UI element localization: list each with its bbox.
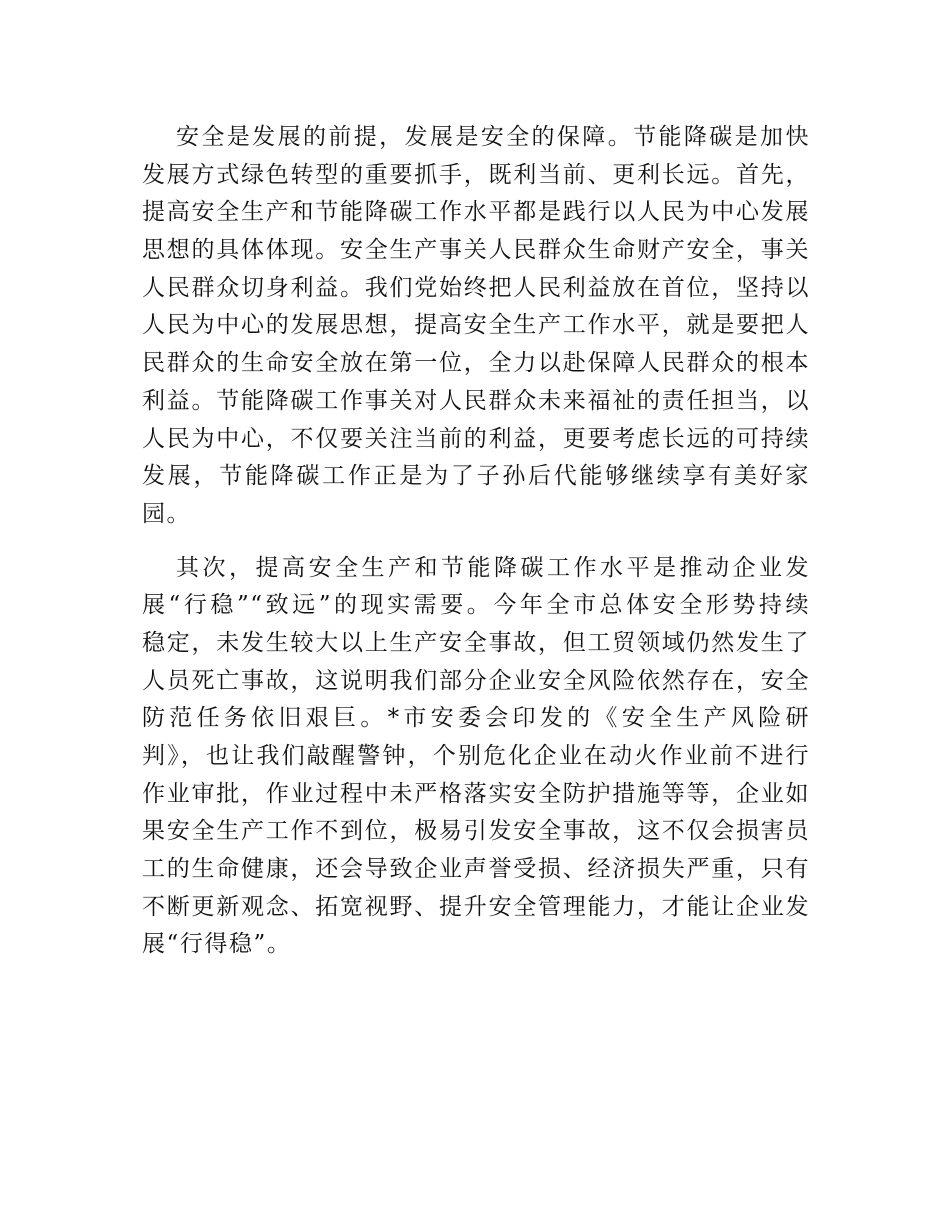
text-line: 作业审批，作业过程中未严格落实安全防护措施等等，企业如: [142, 780, 810, 807]
text-line: 判》，也让我们敲醒警钟，个别危化企业在动火作业前不进行: [142, 743, 810, 769]
text-line: 稳定，未发生较大以上生产安全事故，但工贸领域仍然发生了: [142, 629, 810, 656]
text-line: 工的生命健康，还会导致企业声誉受损、经济损失严重，只有: [142, 856, 810, 883]
text-line: 人员死亡事故，这说明我们部分企业安全风险依然存在，安全: [142, 667, 810, 694]
text-line: 思想的具体体现。安全生产事关人民群众生命财产安全，事关: [142, 237, 810, 264]
text-line: 园。: [142, 500, 192, 527]
paragraph-spacer: [142, 534, 810, 550]
text-line: 不断更新观念、拓宽视野、提升安全管理能力，才能让企业发: [142, 893, 810, 920]
text-line: 展“行稳”“致远”的现实需要。今年全市总体安全形势持续: [142, 592, 810, 619]
text-line: 人民群众切身利益。我们党始终把人民利益放在首位，坚持以: [142, 274, 810, 301]
text-line: 其次，提高安全生产和节能降碳工作水平是推动企业发: [176, 554, 810, 581]
text-line: 人民为中心，不仅要关注当前的利益，更要考虑长远的可持续: [142, 425, 810, 452]
text-line: 民群众的生命安全放在第一位，全力以赴保障人民群众的根本: [142, 350, 810, 377]
document-body: [142, 119, 810, 964]
text-line: 利益。节能降碳工作事关对人民群众未来福祉的责任担当，以: [142, 387, 810, 414]
text-line: 安全是发展的前提，发展是安全的保障。节能降碳是加快: [176, 124, 810, 150]
paragraph-2: [142, 550, 810, 965]
text-line: 发展，节能降碳工作正是为了子孙后代能够继续享有美好家: [142, 463, 810, 490]
text-line: 发展方式绿色转型的重要抓手，既利当前、更利长远。首先，: [142, 161, 810, 188]
text-line: 展“行得稳”。: [142, 931, 292, 958]
text-line: 提高安全生产和节能降碳工作水平都是践行以人民为中心发展: [142, 199, 810, 226]
text-line: 防范任务依旧艰巨。*市安委会印发的《安全生产风险研: [142, 705, 810, 732]
text-line: 果安全生产工作不到位，极易引发安全事故，这不仅会损害员: [142, 818, 810, 845]
paragraph-1: [142, 119, 810, 534]
text-line: 人民为中心的发展思想，提高安全生产工作水平，就是要把人: [142, 312, 810, 339]
